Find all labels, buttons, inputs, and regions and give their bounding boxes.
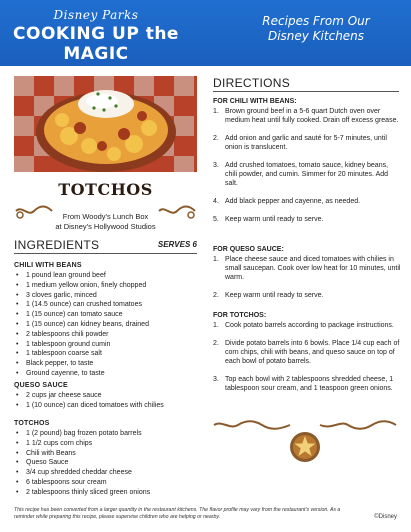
list-item: • 1 (14.5 ounce) can crushed tomatoes <box>14 300 204 310</box>
section-label: QUESO SAUCE <box>14 382 68 389</box>
section-label: FOR TOTCHOS: <box>213 312 267 319</box>
list-item: • 3/4 cup shredded cheddar cheese <box>14 468 204 478</box>
list-item: • 6 tablespoons sour cream <box>14 478 204 488</box>
list-item: • 1 (15 ounce) can kidney beans, drained <box>14 320 204 330</box>
list-item: • 1 tablespoon ground cumin <box>14 340 204 350</box>
subtitle-line-2: at Disney's Hollywood Studios <box>55 222 156 231</box>
direction-step <box>213 339 401 366</box>
list-item: • Queso Sauce <box>14 458 204 468</box>
step-text: Place cheese sauce and diced tomatoes with chilies in small saucepan. Cook over low heat for 10 minutes, until warm. <box>225 256 401 281</box>
list-item: • 1 (10 ounce) can diced tomatoes with chilies <box>14 401 204 411</box>
direction-step <box>213 134 401 152</box>
copyright: ©Disney <box>374 514 397 520</box>
list-item: • 1 tablespoon coarse salt <box>14 349 204 359</box>
brand-top-text: Disney Parks <box>53 8 139 22</box>
step-text: Top each bowl with 2 tablespoons shredded cheese, 1 tablespoon sour cream, and 1 teaspoon green onions. <box>225 376 394 392</box>
list-item: • Chili with Beans <box>14 449 204 459</box>
list-item: • Ground cayenne, to taste <box>14 369 204 379</box>
section-label: FOR CHILI WITH BEANS: <box>213 98 297 105</box>
list-item: • 1 (2 pound) bag frozen potato barrels <box>14 429 204 439</box>
step-number: 4. <box>213 198 219 205</box>
list-item: • 1 pound lean ground beef <box>14 271 204 281</box>
direction-step <box>213 291 401 300</box>
step-text: Divide potato barrels into 6 bowls. Place 1/4 cup each of corn chips, chili with beans, and queso sauce on top of each bowl of potato barrels. <box>225 340 400 365</box>
direction-step <box>213 107 401 125</box>
direction-step <box>213 255 401 282</box>
step-number: 3. <box>213 162 219 169</box>
serves-count: SERVES 6 <box>157 240 197 249</box>
step-number: 3. <box>213 376 219 383</box>
ingredients-heading: INGREDIENTS <box>14 238 100 252</box>
step-number: 5. <box>213 216 219 223</box>
ingredient-list <box>14 429 204 498</box>
recipe-subtitle <box>40 212 171 232</box>
brand-main-text: COOKING UP the MAGIC <box>13 24 179 64</box>
step-number: 1. <box>213 322 219 329</box>
step-number: 2. <box>213 135 219 142</box>
list-item: • 1 medium yellow onion, finely chopped <box>14 281 204 291</box>
brand-logo <box>6 8 186 64</box>
footnote: This recipe has been converted from a larger quantity in the restaurant kitchens. The flavor profile may vary from the restaurant's version. As a reminder while preparing this recipe, please supervise children who are helping or nearby. <box>14 507 341 520</box>
step-text: Add black pepper and cayenne, as needed. <box>225 198 361 205</box>
ingredient-section-chili <box>14 262 204 379</box>
ingredient-list <box>14 271 204 379</box>
header-banner <box>0 0 411 66</box>
step-text: Keep warm until ready to serve. <box>225 216 324 223</box>
direction-step <box>213 375 401 393</box>
list-item: • 2 cups jar cheese sauce <box>14 391 204 401</box>
header-tagline <box>241 14 391 44</box>
list-item: • Black pepper, to taste <box>14 359 204 369</box>
section-label: TOTCHOS <box>14 420 50 427</box>
ingredients-header <box>14 238 197 254</box>
step-text: Keep warm until ready to serve. <box>225 292 324 299</box>
subtitle-line-1: From Woody's Lunch Box <box>62 212 149 221</box>
direction-section-totchos <box>213 312 401 402</box>
section-label: FOR QUESO SAUCE: <box>213 246 284 253</box>
sheriff-star-icon <box>288 430 322 464</box>
ingredient-section-queso <box>14 382 204 411</box>
list-item: • 2 tablespoons thinly sliced green onions <box>14 488 204 498</box>
recipe-title: TOTCHOS <box>58 180 153 199</box>
rope-decoration-bottom-right <box>318 418 398 432</box>
step-text: Add crushed tomatoes, tomato sauce, kidney beans, chili powder, and cumin. Simmer for 20 minutes. Add salt. <box>225 162 389 187</box>
list-item: • 3 cloves garlic, minced <box>14 291 204 301</box>
list-item: • 1 1/2 cups corn chips <box>14 439 204 449</box>
direction-section-queso <box>213 246 401 309</box>
direction-step <box>213 321 401 330</box>
directions-heading: DIRECTIONS <box>213 76 291 90</box>
step-text: Brown ground beef in a 5-6 quart Dutch oven over medium heat until fully cooked. Drain off excess grease. <box>225 108 399 124</box>
step-text: Cook potato barrels according to package instructions. <box>225 322 394 329</box>
dish-photo <box>14 76 197 172</box>
section-label: CHILI WITH BEANS <box>14 262 82 269</box>
directions-header <box>213 76 399 92</box>
rope-decoration-bottom-left <box>212 418 292 432</box>
step-number: 1. <box>213 108 219 115</box>
step-number: 2. <box>213 292 219 299</box>
direction-step <box>213 197 401 206</box>
direction-step <box>213 215 401 224</box>
list-item: • 1 (15 ounce) can tomato sauce <box>14 310 204 320</box>
ingredient-section-totchos <box>14 420 204 498</box>
ingredient-list <box>14 391 204 411</box>
step-number: 2. <box>213 340 219 347</box>
tagline-line-2: Disney Kitchens <box>267 29 365 43</box>
step-text: Add onion and garlic and sauté for 5-7 minutes, until onion is translucent. <box>225 135 387 151</box>
tagline-line-1: Recipes From Our <box>262 14 370 28</box>
direction-step <box>213 161 401 188</box>
list-item: • 2 tablespoons chili powder <box>14 330 204 340</box>
direction-section-chili <box>213 98 401 233</box>
step-number: 1. <box>213 256 219 263</box>
